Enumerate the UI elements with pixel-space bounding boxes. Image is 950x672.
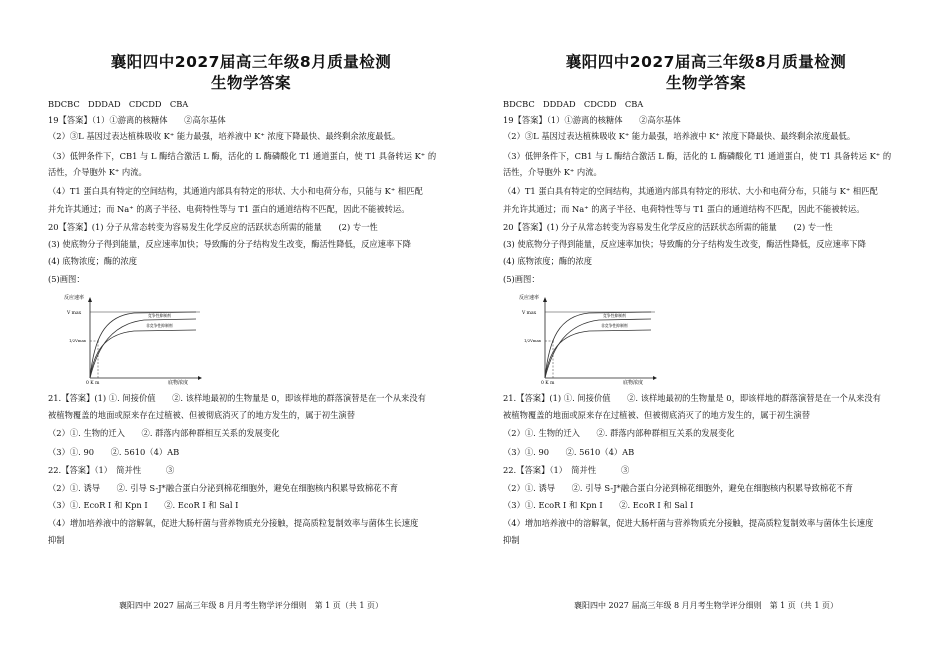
answer-line: （4）增加培养液中的溶解氧，促进大肠杆菌与营养物质充分接触，提高质粒复制效率与菌体生长速度 [48,518,419,528]
curve-normal [545,312,651,378]
half-vmax-label: 1/2Vmax [524,338,541,343]
answer-line: （2）①. 诱导 ②. 引导 S-J*融合蛋白分泌到棉花细胞外，避免在细胞核内积累导致棉花不育 [503,483,854,493]
page-footer: 襄阳四中 2027 届高三年级 8 月月考生物学评分细则 第 1 页（共 1 页） [119,601,383,610]
answer-line: (5)画图： [48,274,85,284]
answer-line: (5)画图： [503,274,540,284]
answer-line: 被植物覆盖的地面或原来存在过植被、但被彻底消灭了的地方发生的，属于初生演替 [503,410,810,420]
answer-line: 抑制 [503,535,520,545]
answer-line: 21.【答案】(1) ①. 间接价值 ②. 该样地最初的生物量是 0，即该样地的群落演替是在一个从来没有 [503,393,881,403]
curve-noncompetitive [90,330,196,378]
answer-line: （4）T1 蛋白具有特定的空间结构，其通道内部具有特定的形状、大小和电荷分布，只能与 K⁺ 相匹配 [48,186,423,196]
answer-line: 活性，介导胞外 K⁺ 内流。 [503,167,602,177]
answer-line: （2）①. 生物的迁入 ②. 群落内部种群相互关系的发展变化 [48,428,280,438]
answer-line: 并允许其通过；而 Na⁺ 的离子半径、电荷特性等与 T1 蛋白的通道结构不匹配，因此不能被转运。 [48,204,410,214]
y-axis-arrow [88,297,92,302]
answer-line: （3）①. 90 ②. 5610（4）AB [48,447,180,457]
answer-line: （3）①. EcoR I 和 Kpn I ②. EcoR I 和 Sal I [48,500,239,510]
answer-line: BDCBC DDDAD CDCDD CBA [503,99,644,109]
answer-line: 20【答案】(1) 分子从常态转变为容易发生化学反应的活跃状态所需的能量 (2) 专一性 [48,222,378,232]
page-subtitle: 生物学答案 [210,74,291,92]
curve-normal [90,312,196,378]
curve-lower-label: 非竞争性抑制剂 [601,323,628,328]
x-axis-arrow [198,376,202,380]
origin-km-label: 0 K m [541,381,555,386]
answer-line: （3）①. EcoR I 和 Kpn I ②. EcoR I 和 Sal I [503,500,694,510]
answer-line: 19【答案】（1）①游离的核糖体 ②高尔基体 [48,115,226,125]
curve-noncompetitive [545,330,651,378]
origin-km-label: 0 K m [86,381,100,386]
answer-line: 抑制 [48,535,65,545]
vmax-label: V max [522,311,537,316]
answer-line: （2）③L 基因过表达植株吸收 K⁺ 能力最强，培养液中 K⁺ 浓度下降最快、最终剩余浓度最低。 [503,131,856,141]
answer-line: BDCBC DDDAD CDCDD CBA [48,99,189,109]
answer-line: （3）低钾条件下，CB1 与 L 酶结合激活 L 酶，活化的 L 酶磷酸化 T1 通道蛋白，使 T1 具备转运 K⁺ 的 [48,151,437,161]
curve-upper-label: 竞争性抑制剂 [603,313,626,318]
answer-line: （2）③L 基因过表达植株吸收 K⁺ 能力最强，培养液中 K⁺ 浓度下降最快、最终剩余浓度最低。 [48,131,401,141]
enzyme-kinetics-graph [64,294,204,386]
y-axis-title: 反应速率 [64,295,85,301]
half-vmax-label: 1/2Vmax [69,338,86,343]
answer-line: 活性，介导胞外 K⁺ 内流。 [48,167,147,177]
page-left [20,0,482,672]
answer-line: 22.【答案】（1） 简并性 ③ [48,465,175,475]
page-subtitle: 生物学答案 [665,74,746,92]
answer-line: （3）低钾条件下，CB1 与 L 酶结合激活 L 酶，活化的 L 酶磷酸化 T1 通道蛋白，使 T1 具备转运 K⁺ 的 [503,151,892,161]
answer-line: （2）①. 诱导 ②. 引导 S-J*融合蛋白分泌到棉花细胞外，避免在细胞核内积累导致棉花不育 [48,483,399,493]
page-right [475,0,937,672]
answer-line: (3) 使底物分子得到能量，反应速率加快；导致酶的分子结构发生改变，酶活性降低，反应速率下降 [503,239,866,249]
answer-line: 被植物覆盖的地面或原来存在过植被、但被彻底消灭了的地方发生的，属于初生演替 [48,410,355,420]
curve-competitive [545,319,651,378]
curve-lower-label: 非竞争性抑制剂 [146,323,173,328]
answer-line: 22.【答案】（1） 简并性 ③ [503,465,630,475]
x-axis-arrow [653,376,657,380]
answer-line: 21.【答案】(1) ①. 间接价值 ②. 该样地最初的生物量是 0，即该样地的群落演替是在一个从来没有 [48,393,426,403]
x-axis-title: 底物浓度 [623,380,644,386]
answer-line: （3）①. 90 ②. 5610（4）AB [503,447,635,457]
curve-competitive [90,319,196,378]
answer-line: (3) 使底物分子得到能量，反应速率加快；导致酶的分子结构发生改变，酶活性降低，反应速率下降 [48,239,411,249]
answer-line: （4）T1 蛋白具有特定的空间结构，其通道内部具有特定的形状、大小和电荷分布，只能与 K⁺ 相匹配 [503,186,878,196]
answer-line: (4) 底物浓度；酶的浓度 [48,256,138,266]
answer-line: 19【答案】（1）①游离的核糖体 ②高尔基体 [503,115,681,125]
enzyme-kinetics-graph [519,294,659,386]
answer-line: (4) 底物浓度；酶的浓度 [503,256,593,266]
answer-line: （2）①. 生物的迁入 ②. 群落内部种群相互关系的发展变化 [503,428,735,438]
answer-line: （4）增加培养液中的溶解氧，促进大肠杆菌与营养物质充分接触，提高质粒复制效率与菌体生长速度 [503,518,874,528]
answer-line: 并允许其通过；而 Na⁺ 的离子半径、电荷特性等与 T1 蛋白的通道结构不匹配，因此不能被转运。 [503,204,865,214]
page-title: 襄阳四中2027届高三年级8月质量检测 [565,53,847,71]
y-axis-arrow [543,297,547,302]
x-axis-title: 底物浓度 [168,380,189,386]
page-footer: 襄阳四中 2027 届高三年级 8 月月考生物学评分细则 第 1 页（共 1 页） [574,601,838,610]
page-title: 襄阳四中2027届高三年级8月质量检测 [110,53,392,71]
answer-line: 20【答案】(1) 分子从常态转变为容易发生化学反应的活跃状态所需的能量 (2) 专一性 [503,222,833,232]
vmax-label: V max [67,311,82,316]
y-axis-title: 反应速率 [519,295,540,301]
curve-upper-label: 竞争性抑制剂 [148,313,171,318]
